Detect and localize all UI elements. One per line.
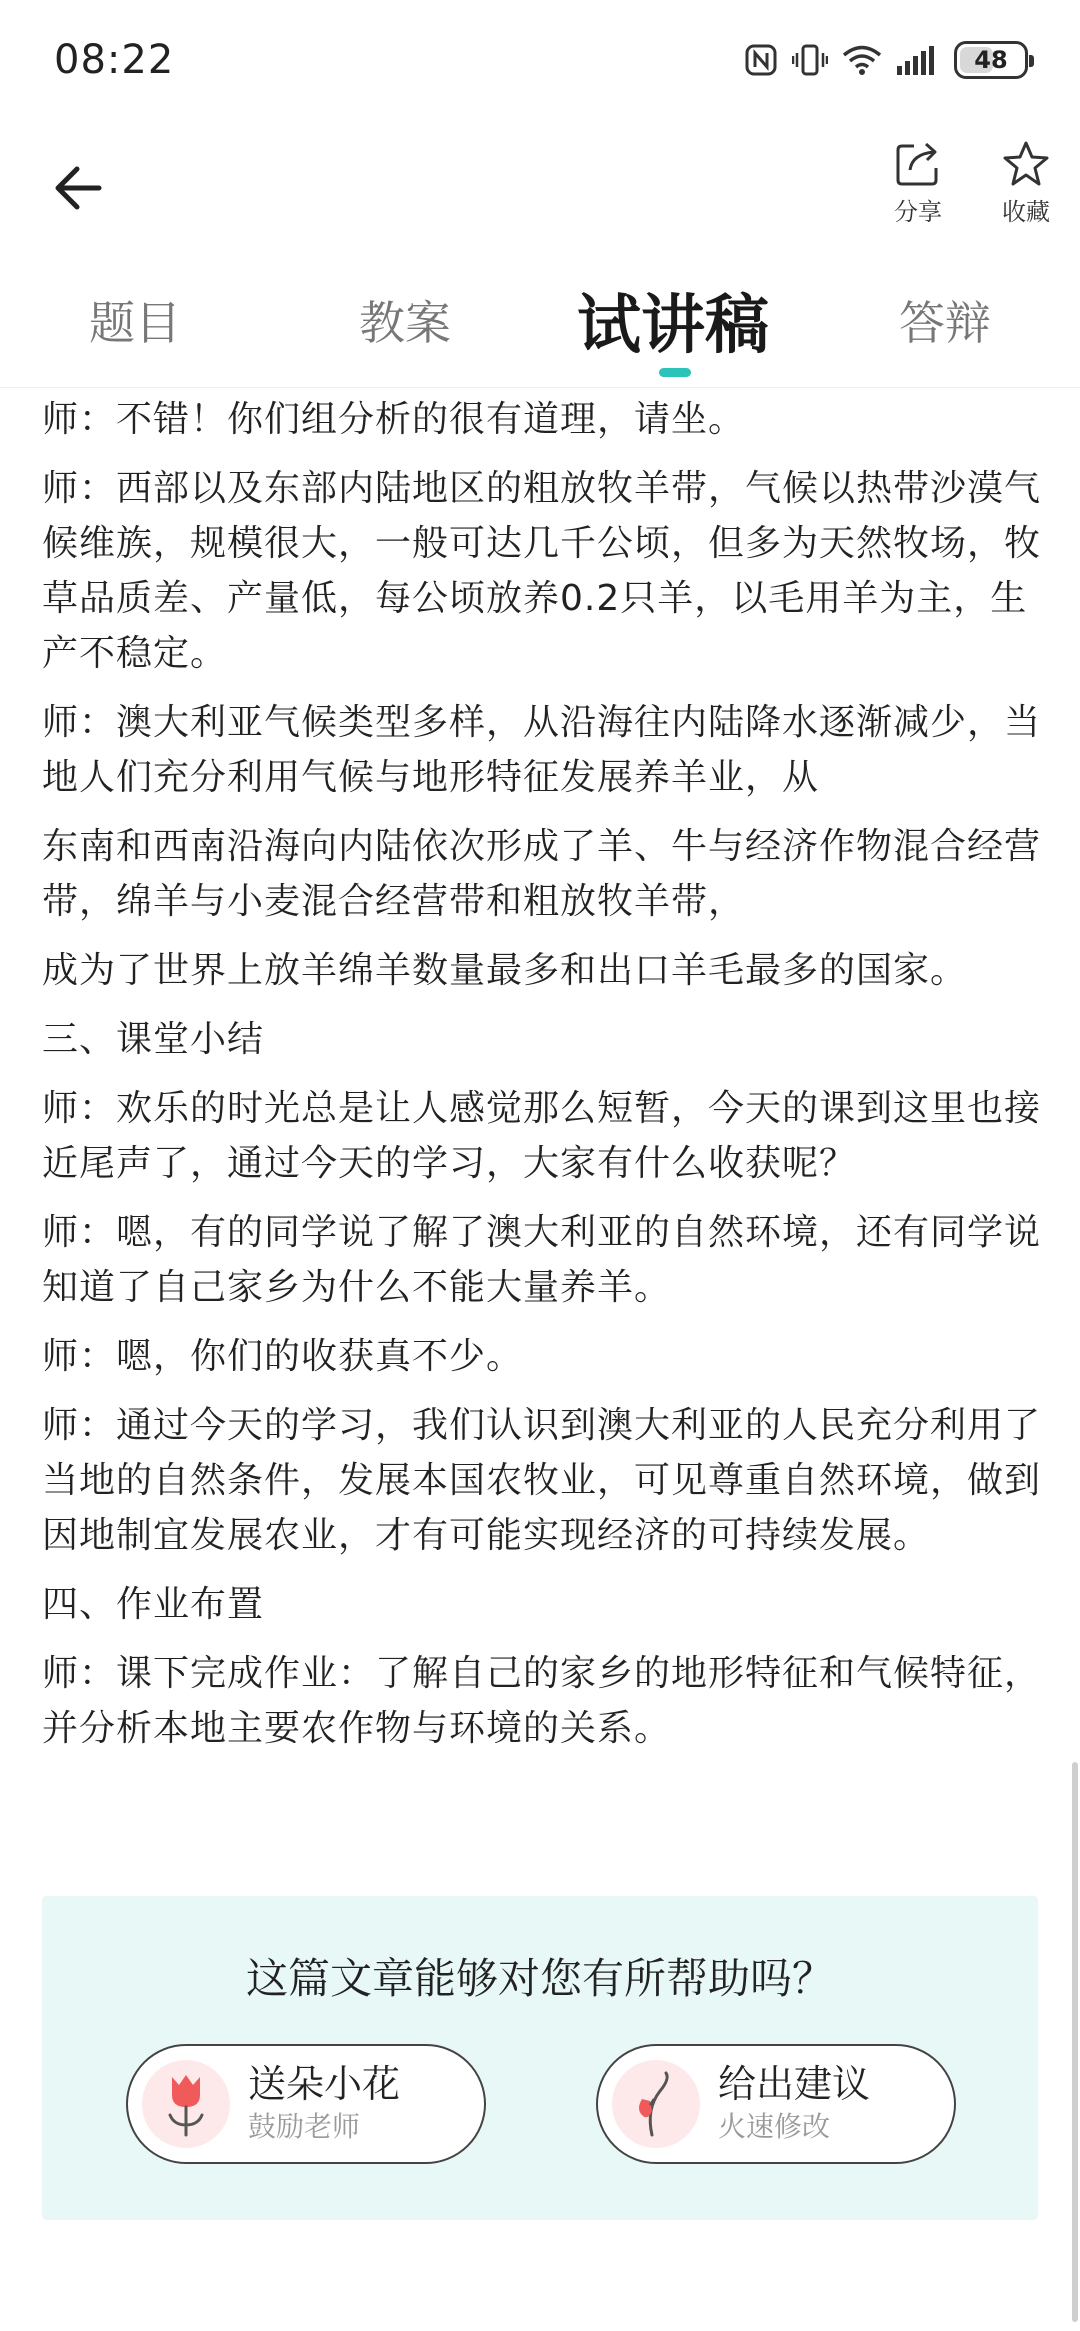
tulip-icon [142,2060,230,2148]
feedback-panel [42,1896,1038,2220]
tab-trial-script[interactable]: 试讲稿 [577,289,769,363]
paragraph: 师：西部以及东部内陆地区的粗放牧羊带，气候以热带沙漠气候维族，规模很大，一般可达几千公顷，但多为天然牧场，牧草品质差、产量低，每公顷放养0.2只羊，以毛用羊为主，生产不稳定。 [42,468,1042,674]
pen-icon [612,2060,700,2148]
section-heading: 四、作业布置 [42,1584,265,1625]
star-icon [1001,140,1051,188]
send-flower-label: 送朵小花 [248,2062,401,2106]
battery-icon [954,41,1028,79]
share-label: 分享 [894,198,942,226]
back-arrow-icon [53,165,103,211]
tab-defense[interactable]: 答辩 [899,296,991,350]
paragraph: 师：通过今天的学习，我们认识到澳大利亚的人民充分利用了当地的自然条件，发展本国农牧业，可见尊重自然环境，做到因地制宜发展农业，才有可能实现经济的可持续发展。 [42,1405,1042,1556]
paragraph: 师：课下完成作业：了解自己的家乡的地形特征和气候特征，并分析本地主要农作物与环境的关系。 [42,1653,1042,1749]
tab-bar [0,270,1080,388]
signal-icon [896,44,940,76]
paragraph: 东南和西南沿海向内陆依次形成了羊、牛与经济作物混合经营带，绵羊与小麦混合经营带和粗放牧羊带， [42,826,1042,922]
give-suggestion-sub: 火速修改 [718,2110,831,2143]
vibrate-icon [792,43,828,77]
paragraph: 成为了世界上放羊绵羊数量最多和出口羊毛最多的国家。 [42,950,968,991]
active-tab-indicator [659,368,691,377]
battery-level: 48 [974,46,1008,74]
give-suggestion-button[interactable] [596,2044,956,2164]
scrollbar-thumb[interactable] [1072,1762,1078,2322]
nfc-icon [744,43,778,77]
status-bar [0,0,1080,120]
send-flower-button[interactable] [126,2044,486,2164]
send-flower-sub: 鼓励老师 [248,2110,361,2143]
give-suggestion-label: 给出建议 [718,2062,871,2106]
top-bar [0,130,1080,250]
share-button[interactable] [868,140,968,227]
share-icon [894,140,942,188]
article-content [42,392,1042,1770]
status-icons [744,41,1028,79]
feedback-question: 这篇文章能够对您有所帮助吗？ [245,1954,834,2003]
tab-question[interactable]: 题目 [89,296,181,350]
wifi-icon [842,44,882,76]
paragraph: 师：欢乐的时光总是让人感觉那么短暂，今天的课到这里也接近尾声了，通过今天的学习，大家有什么收获呢？ [42,1088,1042,1184]
tab-lesson-plan[interactable]: 教案 [359,296,451,350]
status-time: 08:22 [54,37,175,83]
favorite-label: 收藏 [1002,198,1050,226]
back-button[interactable] [46,156,110,220]
paragraph: 师：嗯，有的同学说了解了澳大利亚的自然环境，还有同学说知道了自己家乡为什么不能大量养羊。 [42,1212,1042,1308]
section-heading: 三、课堂小结 [42,1019,265,1060]
paragraph: 师：澳大利亚气候类型多样，从沿海往内陆降水逐渐减少，当地人们充分利用气候与地形特征发展养羊业，从 [42,702,1042,798]
favorite-button[interactable] [976,140,1076,227]
paragraph: 师：嗯，你们的收获真不少。 [42,1336,524,1377]
paragraph: 师：不错！你们组分析的很有道理，请坐。 [42,399,746,440]
